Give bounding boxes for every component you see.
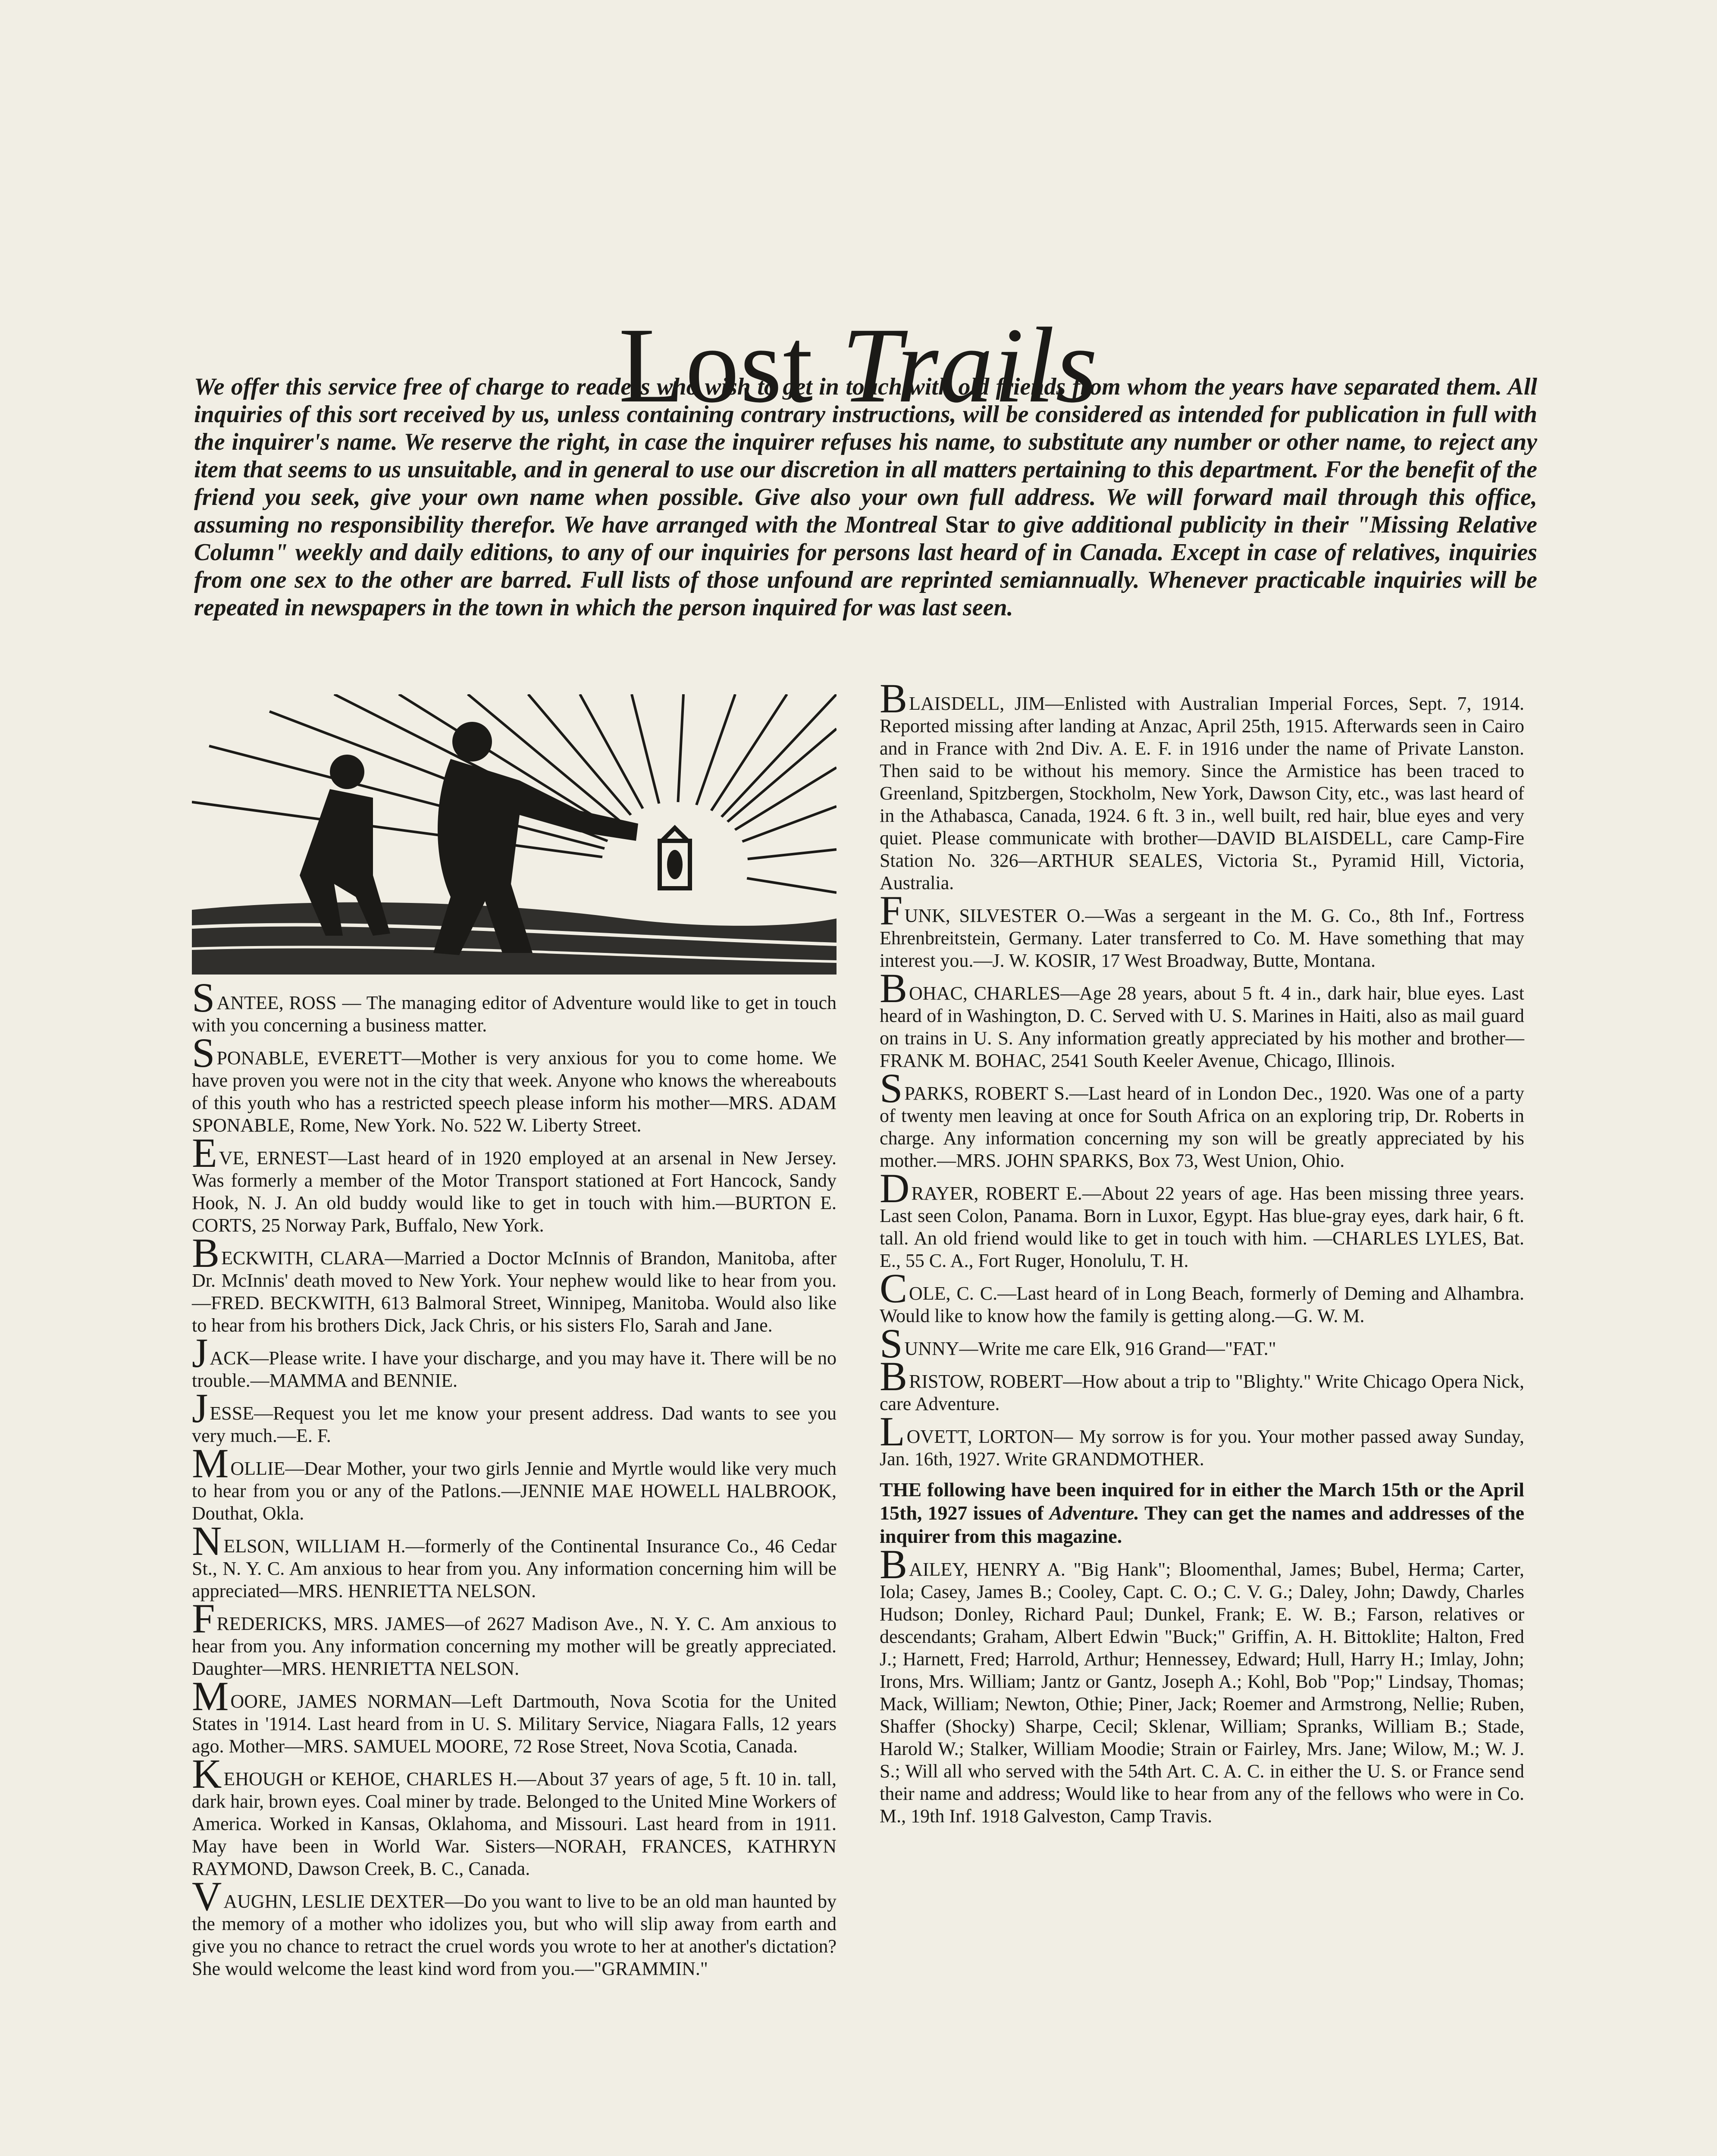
lost-trails-entry: KEHOUGH or KEHOE, CHARLES H.—About 37 years of age, 5 ft. 10 in. tall, dark hair, brown eyes. Coal miner by trade. Belonged to the United Mine Workers of America. Worked in Kansas, Oklahoma, and Missouri. Last heard from in 1911. May have been in World War. Sisters—NORAH, FRANCES, KATHRYN RAYMOND, Dawson Creek, B. C., Canada. — [192, 1751, 837, 1879]
lost-trails-entry: EVE, ERNEST—Last heard of in 1920 employed at an arsenal in New Jersey. Was formerly a member of the Motor Transport stationed at Fort Hancock, Sandy Hook, N. J. An old buddy would like to get in touch with him.—BURTON E. CORTS, 25 Norway Park, Buffalo, New York. — [192, 1130, 837, 1236]
lost-trails-entry: SUNNY—Write me care Elk, 916 Grand—"FAT." — [880, 1320, 1276, 1366]
intro-text-1: We offer this service free of charge to readers who wish to get in touch with old friends from whom the years have separated them. All inquiries of this sort received by us, unless containing contrary instructions, will be considered as intended for publication in full with the inquirer's name. We reserve the right, in case the inquirer refuses his name, to substitute any number or other name, to reject any item that seems to us unsuitable, and in general to use our discretion in all matters pertaining to this department. For the benefit of the friend you seek, give your own name when possible. Give also your own full address. We will forward mail through this office, assuming no responsibility therefor. We have arranged with the Montreal — [194, 373, 1537, 538]
lost-trails-entry: JACK—Please write. I have your discharge, and you may have it. There will be no trouble.—MAMMA and BENNIE. — [192, 1330, 837, 1391]
lost-trails-entry: BRISTOW, ROBERT—How about a trip to "Blighty." Write Chicago Opera Nick, care Adventure. — [880, 1353, 1524, 1414]
lost-trails-entry: SPARKS, ROBERT S.—Last heard of in London Dec., 1920. Was one of a party of twenty men leaving at once for South Africa on an exploring trip, Dr. Roberts in charge. Any information concerning my son will be greatly appreciated by his mother.—MRS. JOHN SPARKS, Box 73, West Union, Ohio. — [880, 1065, 1524, 1171]
lost-trails-entry: JESSE—Request you let me know your present address. Dad wants to see you very much.—E. F. — [192, 1385, 837, 1446]
lost-trails-entry: FREDERICKS, MRS. JAMES—of 2627 Madison Ave., N. Y. C. Am anxious to hear from you. Any information concerning my mother will be greatly appreciated. Daughter—MRS. HENRIETTA NELSON. — [192, 1595, 837, 1679]
lost-trails-entry: SANTEE, ROSS — The managing editor of Adventure would like to get in touch with you concerning a business matter. — [192, 975, 837, 1036]
lost-trails-entry: LOVETT, LORTON— My sorrow is for you. Your mother passed away Sunday, Jan. 16th, 1927. Write GRANDMOTHER. — [880, 1408, 1524, 1470]
lost-trails-entry: MOORE, JAMES NORMAN—Left Dartmouth, Nova Scotia for the United States in '1914. Last heard from in U. S. Military Service, Niagara Falls, 12 years ago. Mother—MRS. SAMUEL MOORE, 72 Rose Street, Nova Scotia, Canada. — [192, 1673, 837, 1757]
title-word-trails: Trails — [841, 305, 1099, 425]
lost-trails-entry: DRAYER, ROBERT E.—About 22 years of age. Has been missing three years. Last seen Colon, Panama. Born in Luxor, Egypt. Has blue-gray eyes, dark hair, 6 ft. tall. An old friend would like to get in touch with him. —CHARLES LYLES, Bat. E., 55 C. A., Fort Ruger, Honolulu, T. H. — [880, 1165, 1524, 1271]
lost-trails-entry: COLE, C. C.—Last heard of in Long Beach, formerly of Deming and Alhambra. Would like to know how the family is getting along.—G. W. M. — [880, 1265, 1524, 1326]
notice-text-2: They can get the names and addresses of the inquirer from this magazine. — [880, 1502, 1524, 1547]
woodcut-two-figures-with-lantern-icon — [192, 694, 837, 975]
title-word-lost: Lost — [618, 305, 814, 425]
lost-trails-entry: FUNK, SILVESTER O.—Was a sergeant in the M. G. Co., 8th Inf., Fortress Ehrenbreitstein, Germany. Later transferred to Co. M. Have something that may interest you.—J. W. KOSIR, 17 West Broadway, Butte, Montana. — [880, 887, 1524, 971]
right-column — [880, 675, 1524, 1835]
lost-trails-entry: SPONABLE, EVERETT—Mother is very anxious for you to come home. We have proven you were not in the city that week. Anyone who knows the whereabouts of this youth who has a restricted speech please inform his mother—MRS. ADAM SPONABLE, Rome, New York. No. 522 W. Liberty Street. — [192, 1030, 837, 1136]
notice-magazine-name: Adventure. — [1049, 1502, 1139, 1524]
inquired-names-list: BAILEY, HENRY A. "Big Hank"; Bloomenthal, James; Bubel, Herma; Carter, Iola; Casey, James B.; Cooley, Capt. C. O.; C. V. G.; Daley, John; Dawdy, Charles Hudson; Donley, Richard Paul; Dunkel, Frank; E. W. B.; Farson, relatives or descendants; Graham, Albert Edwin "Buck;" Griffin, A. H. Bittoklite; Halton, Fred J.; Harnett, Fred; Harrold, Arthur; Hennessey, Edward; Hull, Harry H.; Imlay, John; Irons, Mrs. William; Jantz or Gantz, Joseph A.; Kohl, Bob "Pop;" Lindsay, Thomas; Mack, William; Newton, Othie; Piner, Jack; Roemer and Armstrong, Nellie; Ruben, Shaffer (Shocky) Sharpe, Cecil; Sklenar, William; Spranks, William B.; Stade, Harold W.; Stalker, William Moodie; Strain or Fairley, Mrs. Jane; Wilow, M.; W. J. S.; Will all who served with the 54th Art. C. A. C. in either the U. S. or France send their name and address; Would like to hear from any of the fellows who were in Co. M., 19th Inf. 1918 Galveston, Camp Travis. — [880, 1541, 1524, 1827]
intro-paragraph — [194, 373, 1537, 621]
inquired-for-notice — [880, 1478, 1524, 1548]
notice-text-1: THE following have been inquired for in either the March 15th or the April 15th, 1927 issues of — [880, 1479, 1524, 1524]
intro-text-2: to give additional publicity in their "Missing Relative Column" weekly and daily editions, to any of our inquiries for persons last heard of in Canada. Except in case of relatives, inquiries from one sex to the other are barred. Full lists of those unfound are reprinted semiannually. Whenever practicable inquiries will be repeated in newspapers in the town in which the person inquired for was last seen. — [194, 511, 1538, 621]
lost-trails-entry: BLAISDELL, JIM—Enlisted with Australian Imperial Forces, Sept. 7, 1914. Reported missing after landing at Anzac, April 25th, 1915. Afterwards seen in Cairo and in France with 2nd Div. A. E. F. in 1916 under the name of Private Lanston. Then said to be without his memory. Since the Armistice has been traced to Greenland, Spitzbergen, Stockholm, New York, Dawson City, etc., was last heard of in the Athabasca, Canada, 1924. 6 ft. 3 in., well built, red hair, blue eyes and very quiet. Please communicate with brother—DAVID BLAISDELL, care Camp-Fire Station No. 326—ARTHUR SEALES, Victoria St., Pyramid Hill, Victoria, Australia. — [880, 675, 1524, 893]
lost-trails-entry: MOLLIE—Dear Mother, your two girls Jennie and Myrtle would like very much to hear from you or any of the Patlons.—JENNIE MAE HOWELL HALBROOK, Douthat, Okla. — [192, 1440, 837, 1524]
lost-trails-entry: BECKWITH, CLARA—Married a Doctor McInnis of Brandon, Manitoba, after Dr. McInnis' death moved to New York. Your nephew would like to hear from you.—FRED. BECKWITH, 613 Balmoral Street, Winnipeg, Manitoba. Would also like to hear from his brothers Dick, Jack Chris, or his sisters Flo, Sarah and Jane. — [192, 1230, 837, 1336]
lost-trails-entry: BOHAC, CHARLES—Age 28 years, about 5 ft. 4 in., dark hair, blue eyes. Last heard of in Washington, D. C. Served with U. S. Marines in Haiti, also as mail guard on trains in U. S. Any information greatly appreciated by his mother and brother—FRANK M. BOHAC, 2541 South Keeler Avenue, Chicago, Illinois. — [880, 965, 1524, 1071]
left-column — [192, 694, 837, 1988]
lost-trails-entry: VAUGHN, LESLIE DEXTER—Do you want to live to be an old man haunted by the memory of a mother who idolizes you, but who will slip away from earth and give you no chance to retract the cruel words you wrote to her at another's dictation? She would welcome the least kind word from you.—"GRAMMIN." — [192, 1873, 837, 1979]
intro-star: Star — [945, 511, 990, 538]
lost-trails-entry: NELSON, WILLIAM H.—formerly of the Continental Insurance Co., 46 Cedar St., N. Y. C. Am anxious to hear from you. Any information concerning him will be appreciated—MRS. HENRIETTA NELSON. — [192, 1518, 837, 1601]
